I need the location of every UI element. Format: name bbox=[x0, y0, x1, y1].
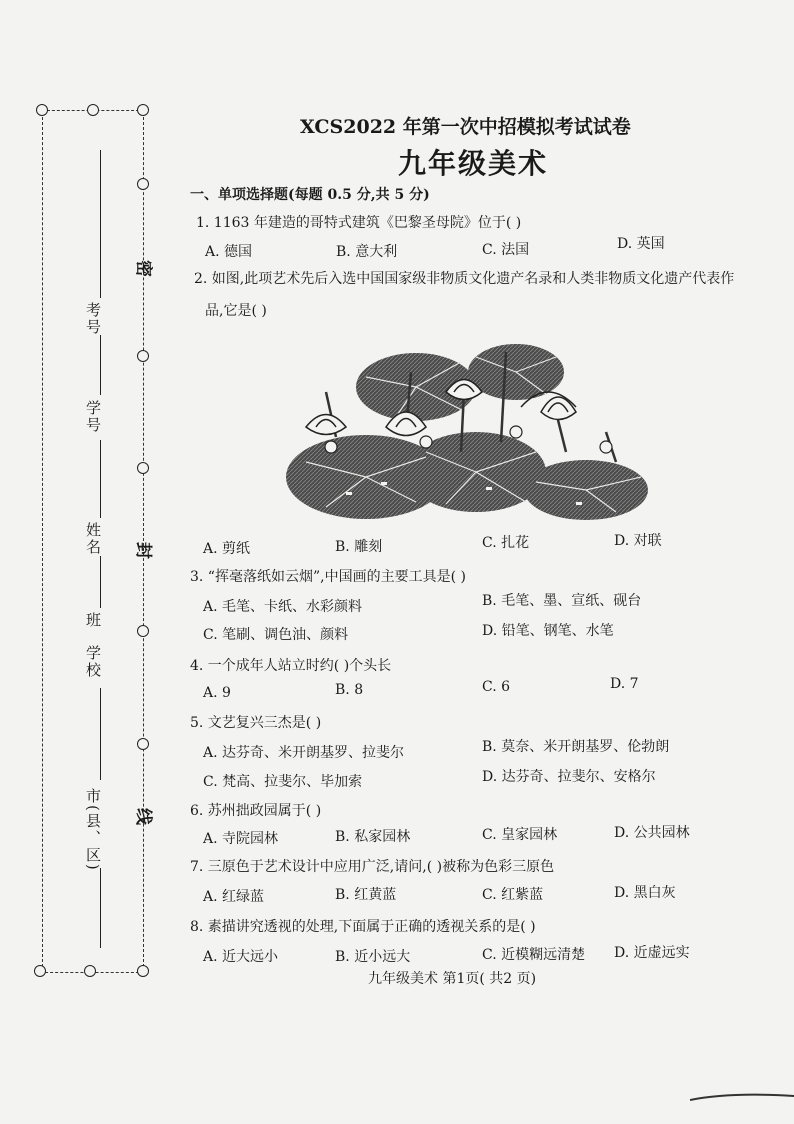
option-d[interactable]: D. 达芬奇、拉斐尔、安格尔 bbox=[482, 769, 656, 785]
question-stem: 1. 1163 年建造的哥特式建筑《巴黎圣母院》位于( ) bbox=[196, 215, 522, 231]
city-line[interactable] bbox=[100, 868, 101, 948]
option-b[interactable]: B. 8 bbox=[335, 682, 364, 698]
option-b[interactable]: B. 私家园林 bbox=[335, 829, 411, 845]
name-label: 姓名 bbox=[84, 522, 102, 556]
binding-hole bbox=[137, 625, 149, 637]
question-stem: 8. 素描讲究透视的处理,下面属于正确的透视关系的是( ) bbox=[190, 919, 536, 935]
binding-left-dash bbox=[42, 112, 43, 972]
question-stem: 4. 一个成年人站立时约( )个头长 bbox=[190, 658, 392, 674]
option-b[interactable]: B. 雕刻 bbox=[335, 539, 383, 555]
option-c[interactable]: C. 笔刷、调色油、颜料 bbox=[203, 627, 349, 643]
class-label: 班 bbox=[84, 612, 102, 629]
option-a[interactable]: A. 毛笔、卡纸、水彩颜料 bbox=[203, 599, 363, 615]
option-d[interactable]: D. 对联 bbox=[614, 533, 662, 549]
binding-hole bbox=[36, 104, 48, 116]
option-c[interactable]: C. 法国 bbox=[482, 242, 530, 258]
binding-hole bbox=[137, 104, 149, 116]
option-a[interactable]: A. 达芬奇、米开朗基罗、拉斐尔 bbox=[203, 745, 405, 761]
option-a[interactable]: A. 寺院园林 bbox=[203, 831, 279, 847]
option-d[interactable]: D. 英国 bbox=[617, 236, 665, 252]
option-c[interactable]: C. 皇家园林 bbox=[482, 827, 558, 843]
seal-mark-mi: 密 bbox=[136, 256, 153, 276]
seal-mark-xian: 线 bbox=[136, 804, 153, 824]
option-b[interactable]: B. 红黄蓝 bbox=[335, 887, 397, 903]
option-d[interactable]: D. 7 bbox=[610, 676, 639, 692]
page-footer: 九年级美术 第1页( 共2 页) bbox=[368, 971, 537, 987]
binding-hole bbox=[137, 350, 149, 362]
option-c[interactable]: C. 红紫蓝 bbox=[482, 887, 544, 903]
option-a[interactable]: A. 剪纸 bbox=[203, 541, 251, 557]
seal-mark-feng: 封 bbox=[136, 538, 153, 558]
school-label: 学校 bbox=[84, 645, 102, 679]
binding-hole bbox=[87, 104, 99, 116]
exam-number-label: 考号 bbox=[84, 302, 102, 336]
option-d[interactable]: D. 公共园林 bbox=[614, 825, 690, 841]
binding-hole bbox=[137, 738, 149, 750]
option-d[interactable]: D. 黑白灰 bbox=[614, 885, 676, 901]
option-c[interactable]: C. 近模糊远清楚 bbox=[482, 947, 586, 963]
question-stem: 2. 如图,此项艺术先后入选中国国家级非物质文化遗产名录和人类非物质文化遗产代表作 bbox=[194, 271, 735, 287]
option-c[interactable]: C. 扎花 bbox=[482, 535, 530, 551]
student-number-label: 学号 bbox=[84, 400, 102, 434]
papercut-lotus-figure bbox=[286, 332, 652, 524]
question-stem-cont: 品,它是( ) bbox=[205, 303, 267, 319]
option-a[interactable]: A. 红绿蓝 bbox=[203, 889, 265, 905]
option-d[interactable]: D. 铅笔、钢笔、水笔 bbox=[482, 623, 614, 639]
option-b[interactable]: B. 近小远大 bbox=[335, 949, 411, 965]
school-line[interactable] bbox=[100, 688, 101, 780]
binding-hole bbox=[137, 965, 149, 977]
binding-hole bbox=[34, 965, 46, 977]
option-b[interactable]: B. 意大利 bbox=[336, 244, 398, 260]
option-b[interactable]: B. 莫奈、米开朗基罗、伦勃朗 bbox=[482, 739, 670, 755]
option-a[interactable]: A. 近大远小 bbox=[203, 949, 279, 965]
option-c[interactable]: C. 6 bbox=[482, 679, 511, 695]
option-a[interactable]: A. 德国 bbox=[205, 244, 253, 260]
exam-title: XCS2022 年第一次中招模拟考试试卷 bbox=[300, 116, 631, 138]
option-a[interactable]: A. 9 bbox=[203, 685, 231, 701]
binding-hole bbox=[137, 178, 149, 190]
subject-title: 九年级美术 bbox=[398, 147, 549, 180]
question-stem: 3. “挥毫落纸如云烟”,中国画的主要工具是( ) bbox=[190, 569, 466, 585]
city-label: 市(县、区) bbox=[84, 788, 102, 872]
exam-number-line[interactable] bbox=[100, 150, 101, 298]
section-heading: 一、单项选择题(每题 0.5 分,共 5 分) bbox=[190, 187, 430, 203]
name-line[interactable] bbox=[100, 440, 101, 518]
option-b[interactable]: B. 毛笔、墨、宣纸、砚台 bbox=[482, 593, 642, 609]
binding-hole bbox=[137, 462, 149, 474]
binding-hole bbox=[84, 965, 96, 977]
class-line[interactable] bbox=[100, 556, 101, 608]
option-c[interactable]: C. 梵高、拉斐尔、毕加索 bbox=[203, 774, 363, 790]
option-d[interactable]: D. 近虚远实 bbox=[614, 945, 690, 961]
scan-edge-mark bbox=[690, 1088, 794, 1102]
question-stem: 5. 文艺复兴三杰是( ) bbox=[190, 715, 322, 731]
question-stem: 6. 苏州拙政园属于( ) bbox=[190, 803, 322, 819]
student-number-line[interactable] bbox=[100, 335, 101, 395]
question-stem: 7. 三原色于艺术设计中应用广泛,请问,( )被称为色彩三原色 bbox=[190, 859, 555, 875]
